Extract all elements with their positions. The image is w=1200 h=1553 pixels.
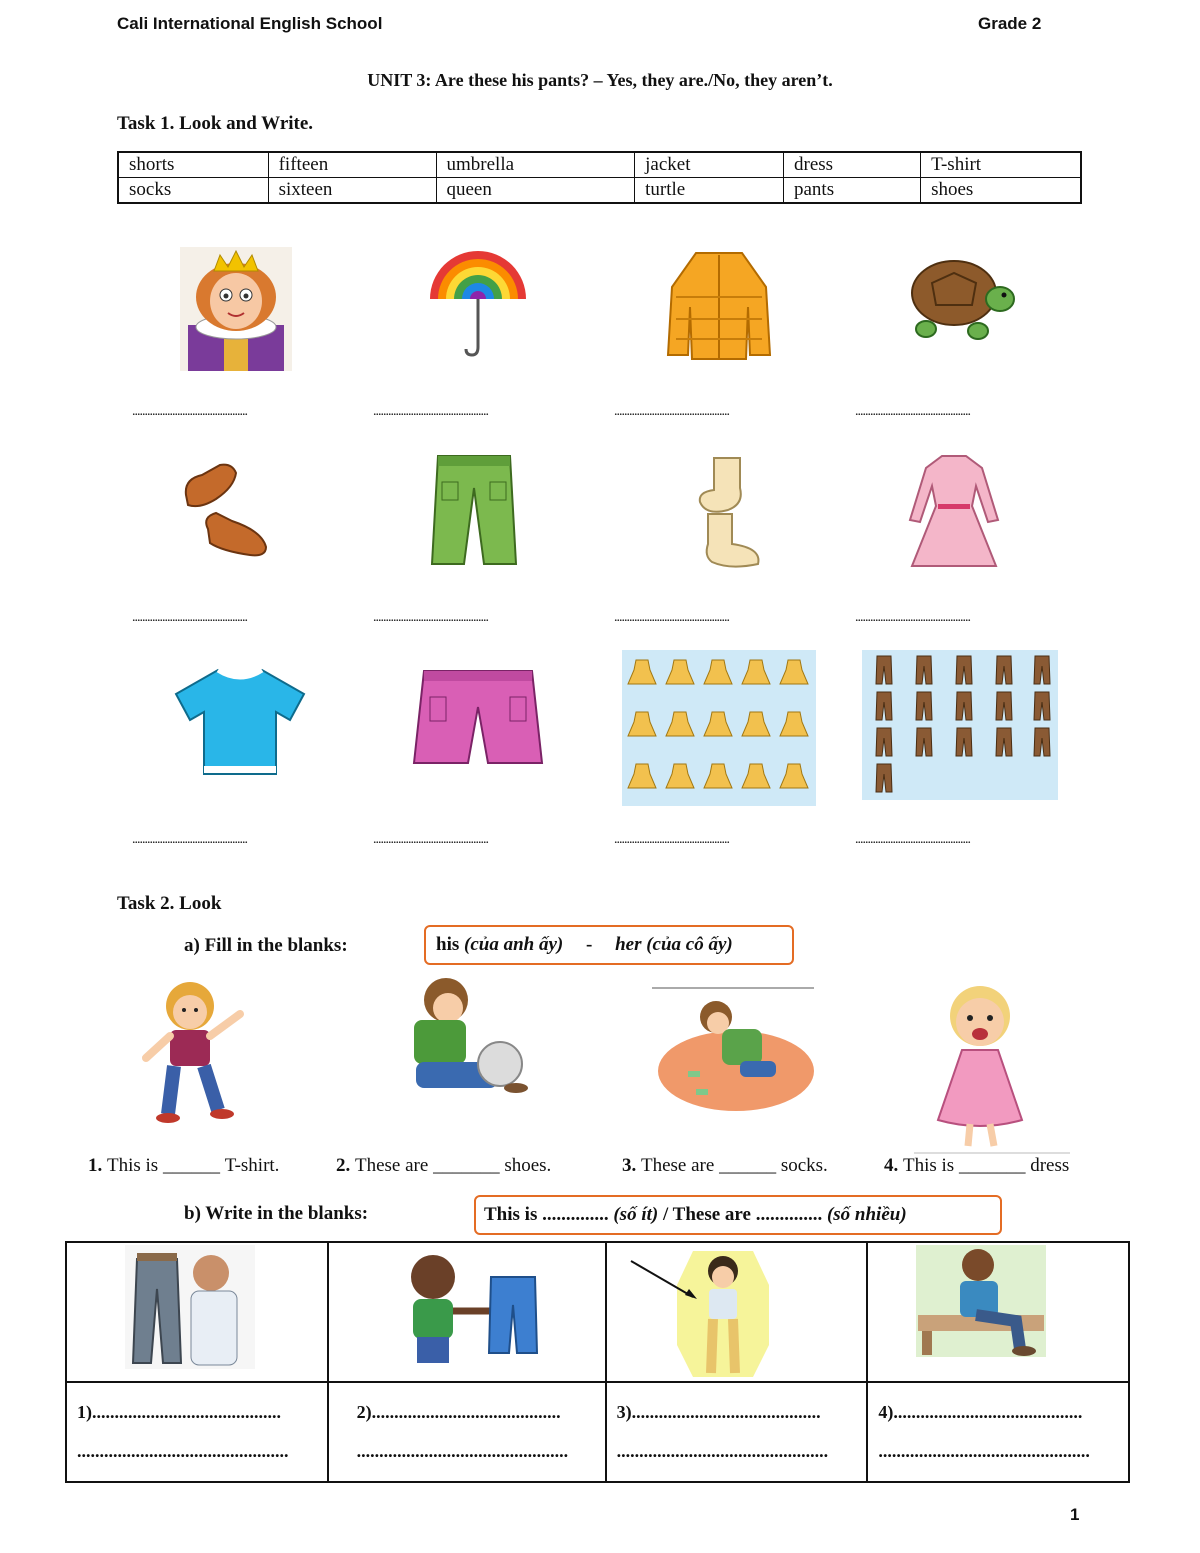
task2-heading: Task 2. Look — [117, 893, 222, 914]
sentence-pre: These are — [641, 1155, 715, 1176]
answer-line-1[interactable] — [357, 1402, 595, 1423]
sentence-2 — [336, 1155, 551, 1177]
word-cell: fifteen — [268, 152, 436, 178]
answer-line-2[interactable]: ............................................... — [616, 1441, 829, 1461]
boy-shirt-arrow-picture — [627, 1245, 787, 1377]
hint-dash: - — [585, 934, 593, 955]
queen-picture — [180, 247, 292, 371]
picture-cell — [66, 1242, 328, 1382]
hint-plural: (số nhiều) — [826, 1204, 907, 1225]
answer-line-2[interactable]: ............................................... — [878, 1441, 1090, 1461]
task2a-label: a) Fill in the blanks: — [184, 935, 348, 956]
school-name: Cali International English School — [117, 14, 383, 33]
answer-line-1[interactable] — [878, 1402, 1116, 1423]
word-cell: socks — [118, 178, 268, 204]
sentence-blank[interactable]: _______ — [958, 1155, 1026, 1176]
word-cell: T-shirt — [921, 152, 1081, 178]
answer-blank[interactable]: .............................................. — [614, 610, 729, 625]
answer-blank[interactable]: .............................................. — [132, 832, 247, 847]
sentence-blank[interactable]: ______ — [719, 1155, 777, 1176]
hint-her: her — [615, 934, 642, 955]
man-pants-picture — [125, 1245, 255, 1369]
answer-line-2[interactable]: ............................................... — [356, 1441, 569, 1461]
picture-cell — [328, 1242, 606, 1382]
answer-blank[interactable]: .............................................. — [614, 404, 729, 419]
sentence-post: T-shirt. — [224, 1155, 280, 1176]
answer-line-1[interactable] — [77, 1402, 315, 1423]
grade-label: Grade 2 — [978, 14, 1042, 33]
task2b-label: b) Write in the blanks: — [184, 1203, 369, 1224]
umbrella-picture — [428, 247, 528, 359]
word-bank — [117, 151, 1082, 204]
answer-blank[interactable]: .............................................. — [855, 610, 970, 625]
hint-this-is: This is — [484, 1204, 538, 1225]
answer-line-1[interactable] — [617, 1402, 855, 1423]
answer-blank[interactable]: .............................................. — [373, 832, 488, 847]
hint-dots: .............. — [755, 1204, 823, 1225]
answer-dots: .......................................... — [371, 1402, 561, 1422]
singular-plural-hint-box — [474, 1195, 1002, 1235]
word-cell: umbrella — [436, 152, 635, 178]
word-cell: dress — [784, 152, 921, 178]
answer-cell — [328, 1382, 606, 1482]
page-number: 1 — [1070, 1505, 1080, 1524]
hint-his: his — [436, 934, 460, 955]
hint-dots: .............. — [542, 1204, 609, 1225]
picture-row — [66, 1242, 1129, 1382]
shoes-picture — [180, 455, 272, 567]
answer-number: 2) — [356, 1402, 372, 1422]
answer-cell — [867, 1382, 1129, 1482]
task2b-table — [65, 1241, 1130, 1483]
word-cell: sixteen — [268, 178, 436, 204]
sentence-pre: This is — [107, 1155, 159, 1176]
word-cell: jacket — [635, 152, 784, 178]
sentence-number: 2. — [336, 1155, 351, 1176]
hint-these-are: These are — [672, 1204, 751, 1225]
picture-cell — [867, 1242, 1129, 1382]
sentence-blank[interactable]: _______ — [433, 1155, 500, 1176]
answer-dots: .......................................... — [893, 1402, 1083, 1422]
word-bank-row — [118, 178, 1081, 204]
jacket-picture — [666, 247, 772, 361]
boy-socks-picture — [652, 987, 816, 1113]
word-cell: turtle — [635, 178, 784, 204]
pants-picture — [428, 452, 520, 570]
sentence-3 — [622, 1155, 828, 1177]
sentence-4 — [884, 1155, 1069, 1177]
answer-blank[interactable]: .............................................. — [855, 404, 970, 419]
answer-cell — [66, 1382, 328, 1482]
word-bank-row — [118, 152, 1081, 178]
answer-blank[interactable]: .............................................. — [132, 404, 247, 419]
boy-tshirt-picture — [136, 978, 250, 1124]
sentence-pre: This is — [903, 1155, 955, 1176]
turtle-picture — [902, 247, 1018, 349]
answer-blank[interactable]: .............................................. — [373, 404, 488, 419]
answer-cell — [606, 1382, 868, 1482]
hint-his-vi: (của anh ấy) — [464, 934, 564, 955]
hint-separator: / — [662, 1204, 669, 1225]
shorts-picture — [410, 667, 546, 769]
sentence-post: shoes. — [504, 1155, 552, 1176]
answer-number: 4) — [878, 1402, 894, 1422]
sentence-post: socks. — [780, 1155, 828, 1176]
t-shirt-picture — [172, 666, 308, 778]
dresses-picture — [622, 650, 816, 806]
word-cell: pants — [784, 178, 921, 204]
answer-dots: .......................................... — [92, 1402, 281, 1422]
pants-group-picture — [862, 650, 1058, 800]
answer-blank[interactable]: .............................................. — [132, 610, 247, 625]
answer-blank[interactable]: .............................................. — [855, 832, 970, 847]
dress-picture — [906, 450, 1002, 572]
sentence-pre: These are — [355, 1155, 429, 1176]
hint-singular: (số ít) — [613, 1204, 659, 1225]
girl-dress-picture — [914, 976, 1070, 1154]
answer-row — [66, 1382, 1129, 1482]
sentence-post: dress — [1030, 1155, 1070, 1176]
sentence-blank[interactable]: ______ — [162, 1155, 220, 1176]
word-cell: queen — [436, 178, 635, 204]
answer-blank[interactable]: .............................................. — [373, 610, 488, 625]
boy-shoes-picture — [404, 974, 530, 1098]
sentence-1 — [88, 1155, 279, 1177]
sentence-number: 3. — [622, 1155, 637, 1176]
answer-number: 1) — [77, 1402, 92, 1422]
word-cell: shorts — [118, 152, 268, 178]
answer-blank[interactable]: .............................................. — [614, 832, 729, 847]
answer-dots: .......................................... — [631, 1402, 821, 1422]
task1-heading: Task 1. Look and Write. — [117, 113, 314, 134]
socks-picture — [670, 452, 766, 572]
picture-cell — [606, 1242, 868, 1382]
sentence-number: 1. — [88, 1155, 103, 1176]
boy-sitting-shoes-picture — [916, 1245, 1046, 1357]
boy-shorts-picture — [399, 1249, 539, 1365]
sentence-number: 4. — [884, 1155, 899, 1176]
hint-her-vi: (của cô ấy) — [646, 934, 733, 955]
answer-line-2[interactable]: ............................................... — [77, 1441, 289, 1461]
his-her-hint-box — [424, 925, 794, 965]
unit-title: UNIT 3: Are these his pants? – Yes, they are./No, they aren’t. — [367, 70, 833, 90]
answer-number: 3) — [616, 1402, 632, 1422]
word-cell: shoes — [921, 178, 1081, 204]
